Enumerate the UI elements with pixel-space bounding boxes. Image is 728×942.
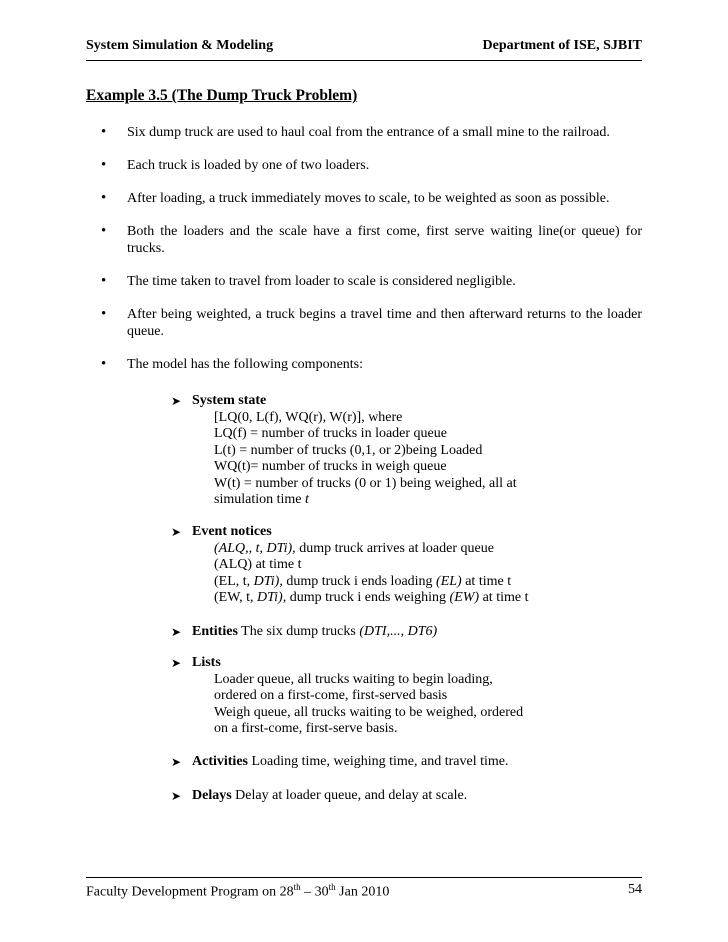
event-text: (ALQ) at time t [214, 557, 302, 572]
example-title: Example 3.5 (The Dump Truck Problem) [86, 87, 358, 104]
event-text: at time t [479, 590, 529, 605]
event-code: (ALQ,, t, DTi), [214, 540, 296, 556]
page-number: 54 [628, 882, 642, 897]
state-line: simulation time [214, 492, 302, 507]
state-line: WQ(t)= number of trucks in weigh queue [214, 459, 447, 474]
component-label: Activities [192, 754, 248, 769]
bullet-item: • The time taken to travel from loader to scale is considered negligible. [86, 273, 642, 290]
component-label: System state [192, 393, 267, 408]
component-label: Lists [192, 655, 221, 670]
arrow-bullet-icon: ➤ [171, 525, 182, 539]
state-line: [LQ(0, L(f), WQ(r), W(r)], where [214, 409, 403, 425]
event-text: at time t [461, 573, 512, 589]
list-line: on a first-come, first-serve basis. [214, 721, 398, 736]
arrow-bullet-icon: ➤ [171, 656, 182, 670]
bullet-item: • Each truck is loaded by one of two loaders. [86, 157, 642, 174]
time-variable: t [305, 492, 309, 507]
state-line: W(t) = number of trucks (0 or 1) being weighed, all at [214, 475, 517, 491]
header-course-title: System Simulation & Modeling [86, 38, 274, 53]
arrow-bullet-icon: ➤ [171, 789, 182, 803]
component-text: Loading time, weighing time, and travel time. [247, 754, 509, 769]
state-line: L(t) = number of trucks (0,1, or 2)being Loaded [214, 442, 483, 458]
bullet-item: • Both the loaders and the scale have a first come, first serve waiting line(or queue) for trucks. [86, 223, 642, 257]
arrow-bullet-icon: ➤ [171, 625, 182, 639]
bullet-item: • The model has the following components: [86, 356, 642, 373]
component-label: Delays [192, 788, 232, 803]
component-label: Entities [192, 624, 238, 639]
event-code: (EL) [436, 573, 462, 589]
component-label: Event notices [192, 524, 272, 539]
list-line: Weigh queue, all trucks waiting to be weighed, ordered [214, 704, 524, 720]
list-line: Loader queue, all trucks waiting to begin loading, [214, 671, 493, 687]
component-italic: (DTI,..., DT6) [359, 624, 438, 639]
footer-program: Faculty Development Program on 28th – 30th Jan 2010 [86, 882, 390, 900]
event-code: DTi), [257, 590, 287, 605]
event-text: (EW, t, [214, 590, 258, 605]
header-department: Department of ISE, SJBIT [482, 38, 642, 53]
bullet-item: • Six dump truck are used to haul coal from the entrance of a small mine to the railroad. [86, 124, 642, 141]
bullet-item: • After loading, a truck immediately moves to scale, to be weighted as soon as possible. [86, 190, 642, 207]
header-divider [86, 60, 642, 61]
component-text: The six dump trucks [237, 624, 360, 639]
event-text: (EL, t, [214, 573, 254, 589]
state-line: LQ(f) = number of trucks in loader queue [214, 426, 447, 441]
list-line: ordered on a first-come, first-served basis [214, 688, 448, 703]
event-code: (EW) [449, 590, 480, 605]
bullet-list [86, 124, 642, 389]
arrow-bullet-icon: ➤ [171, 755, 182, 769]
event-text: dump truck i ends loading [282, 573, 437, 589]
event-code: DTi), [253, 573, 283, 589]
footer-divider [86, 877, 642, 878]
bullet-item: • After being weighted, a truck begins a travel time and then afterward returns to the loader queue. [86, 306, 642, 340]
arrow-bullet-icon: ➤ [171, 394, 182, 408]
event-text: dump truck i ends weighing [286, 590, 450, 605]
event-text: dump truck arrives at loader queue [295, 540, 494, 556]
component-text: Delay at loader queue, and delay at scale. [231, 788, 468, 803]
